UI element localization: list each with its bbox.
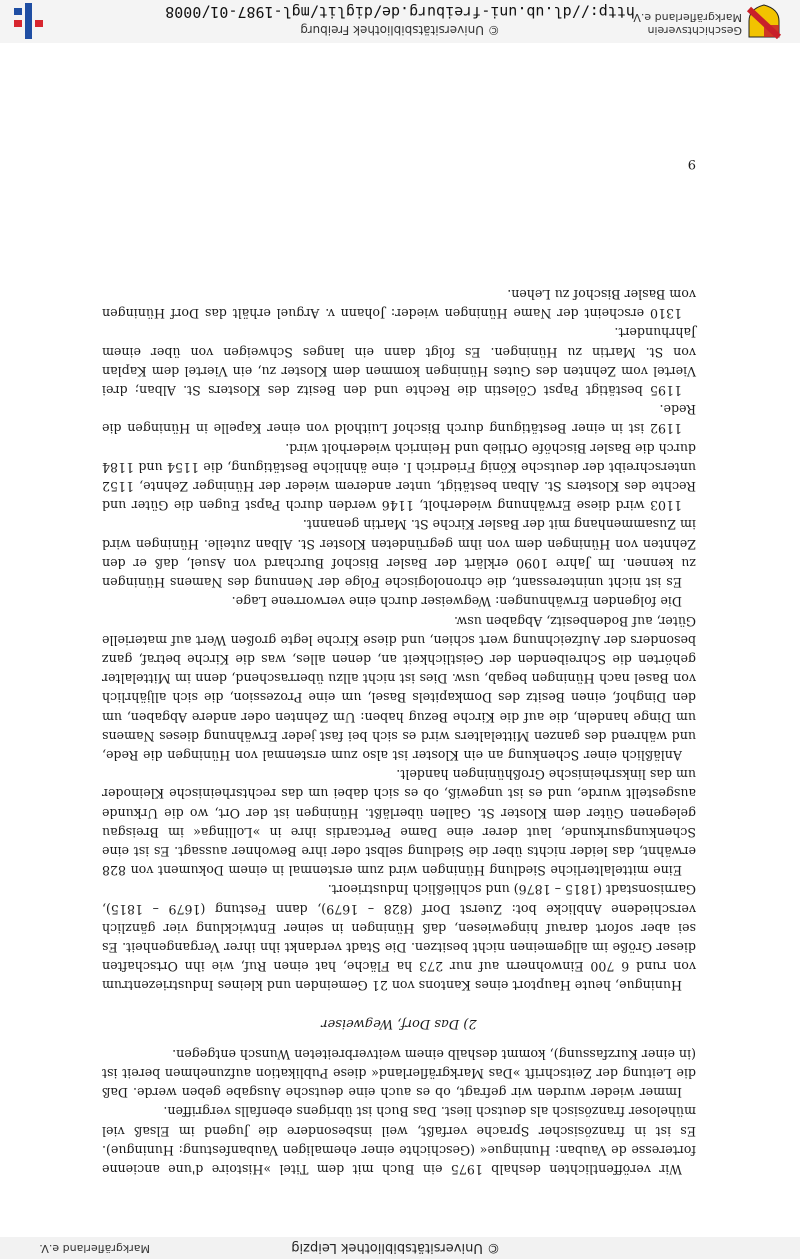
section-paragraph-4: Die folgenden Erwähnungen: Wegweiser durch eine verworrene Lage.: [231, 594, 682, 610]
section-paragraph-1: Huningue, heute Hauptort eines Kantons von 21 Gemeinden und kleines Industriezentrum von rund 6 700 Einwohnern auf nur 273 ha Fläche, hat einen Ruf, wie ihn Ortschaften dieser Größe im allgemeinen nicht besitzen. Die Stadt verdankt ihn ihrer Vergangenheit. Es sei aber sofort darauf hingewiesen, daß Hüningen in seiner Entwicklung vier gänzlich verschiedene Anblicke bot: Zuerst Dorf (828 – 1679), dann Festung (1679 – 1815), Garnisonstadt (1815 – 1876) und schließlich Industrieort.: [102, 882, 696, 994]
library-credit: © Universitätsbibliothek Freiburg: [300, 23, 500, 37]
page-text-body: [102, 285, 696, 1179]
section-paragraph-5: Es ist nicht uninteressant, die chronologische Folge der Nennung des Namens Hüningen zu kennen. Im Jahre 1090 erklärt der Basler Bischof Burchard von Asuel, daß er den Zehnten von Hüningen dem von ihm gegründeten Kloster St. Alban zuteile. Hüningen wird im Zusammenhang mit der Basler Kirche St. Martin genannt.: [102, 517, 696, 591]
section-paragraph-3: Anläßlich einer Schenkung an ein Kloster ist also zum erstenmal von Hüningen die Rede, und während des ganzen Mittelalters wird es sich bei fast jeder Erwähnung dieses Namens um Dinge handeln, die auf die Kirche Bezug haben: Um Zehnten oder andere Abgaben, um den Dinghof, einen Besitz des Domkapitels Basel, um eine Prozession, die sich alljährlich von Basel nach Hüningen begab, usw. Dies ist nicht allzu überraschend, denn im Mittelalter gehörten die Schreibenden der Geistlichkeit an, denen alles, was die Kirche betraf, ganz besonders der Aufzeichnung wert schien, und diese Kirche legte großen Wert auf materielle Güter, auf Bodenbesitz, Abgaben usw.: [102, 613, 696, 763]
footer-society-name: Markgräflerland e.V.: [39, 1242, 150, 1255]
section-paragraph-2: Eine mittelalterliche Siedlung Hüningen wird zum erstenmal in einem Dokument von 828 erwähnt, das leider nichts über die Siedlung selbst oder ihre Bewohner aussagt. Es ist eine Schenkungsurkunde, laut derer eine Dame Pertcardis ihre in »Lollinga« im Breisgau gelegenen Güter dem Kloster St. Gallen überläßt. Hüningen ist der Ort, wo die Urkunde ausgestellt wurde, und es ist ungewiß, ob es sich dabei um das rechtsrheinische Kleinoder um das linksrheinische Großhüningen handelt.: [102, 767, 696, 879]
header-bar: [0, 0, 800, 43]
page-number: 9: [687, 156, 696, 171]
document-url[interactable]: http://dl.ub.uni-freiburg.de/diglit/mgl-1987-01/0008: [165, 3, 635, 21]
section-paragraph-6: 1103 wird diese Erwähnung wiederholt, 1146 werden durch Papst Eugen die Güter und Rechte des Klosters St. Alban bestätigt, unter anderem wieder der Hüninger Zehnte, 1152 unterschreibt der deutsche König Friedrich I. eine ähnliche Bestätigung, die 1154 und 1184 durch die Basler Bischöfe Ortlieb und Heinrich wiederholt wird.: [102, 440, 696, 514]
ub-freiburg-logo-icon: [11, 3, 45, 39]
society-name: Geschichtsverein Markgräflerland e.V.: [631, 11, 742, 37]
section-paragraph-9: 1310 erscheint der Name Hüningen wieder: Johann v. Arguel erhält das Dorf Hüningen vom Basler Bischof zu Lehen.: [102, 287, 696, 322]
section-paragraph-7: 1192 ist in einer Bestätigung durch Bischof Luithold von einer Kapelle in Hüningen die Rede.: [102, 402, 696, 437]
intro-paragraph-1: Wir veröffentlichten deshalb 1975 ein Buch mit dem Titel »Histoire d'une ancienne forteresse de Vauban: Huningue« (Geschichte einer ehemaligen Vaubanfestung: Huningue). Es ist in französischer Sprache verfaßt, weil insbesondere die Jugend im Elsaß viel müheloser französisch als deutsch liest. Das Buch ist übrigens ebenfalls vergriffen.: [102, 1104, 696, 1177]
section-paragraph-8: 1195 bestätigt Papst Cölestin die Rechte und den Besitz des Klosters St. Alban; drei Viertel vom Zehnten des Gutes Hüningen kommen dem Kloster zu, ein Viertel dem Kaplan von St. Martin zu Hüningen. Es folgt dann ein langes Schweigen von über einem Jahrhundert.: [102, 325, 696, 399]
section-heading: 2) Das Dorf, Wegweiser: [321, 1015, 477, 1031]
footer-bar: [0, 1237, 800, 1259]
intro-paragraph-2: Immer wieder wurden wir gefragt, ob es auch eine deutsche Ausgabe geben werde. Daß die Leitung der Zeitschrift »Das Markgräflerland« diese Publikation aufzunehmen bereit ist (in einer Kurzfassung), kommt deshalb einem weitverbreiteten Wunsch entgegen.: [102, 1046, 696, 1101]
footer-library-credit: © Universitätsbibliothek Leipzig: [291, 1240, 500, 1255]
